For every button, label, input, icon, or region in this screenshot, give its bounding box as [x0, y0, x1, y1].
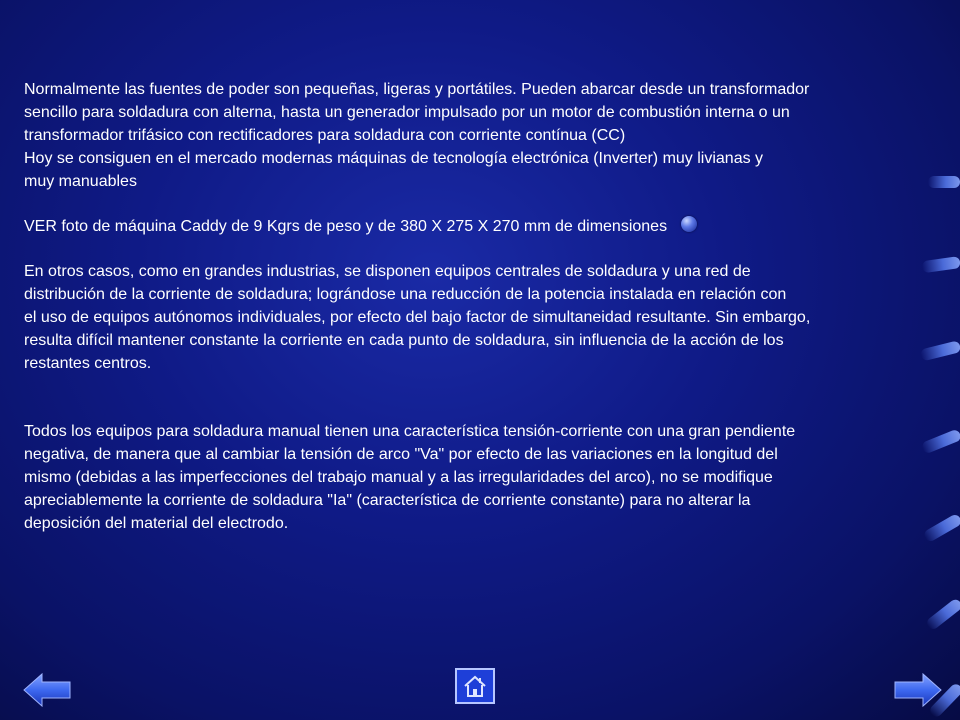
text-line: mismo (debidas a las imperfecciones del trabajo manual y a las irregularidades del arco), no se modifique: [24, 469, 773, 486]
text-line: Todos los equipos para soldadura manual tienen una característica tensión-corriente con una gran pendiente: [24, 423, 796, 440]
arrow-right-icon: [893, 670, 943, 710]
orb-link-icon[interactable]: [681, 216, 697, 232]
next-button[interactable]: [893, 670, 943, 710]
text-line: transformador trifásico con rectificadores para soldadura con corriente contínua (CC): [24, 127, 626, 144]
text-line: resulta difícil mantener constante la corriente en cada punto de soldadura, sin influencia de la acción de los: [24, 332, 784, 349]
photo-link[interactable]: VER foto de máquina Caddy de 9 Kgrs de peso y de 380 X 275 X 270 mm de dimensiones: [24, 218, 668, 235]
text-line: el uso de equipos autónomos individuales, por efecto del bajo factor de simultaneidad resultante. Sin embargo,: [24, 309, 811, 326]
photo-link-row: [24, 215, 944, 238]
text-line: distribución de la corriente de soldadura; lográndose una reducción de la potencia instalada en relación con: [24, 286, 787, 303]
slide-content: [24, 78, 944, 535]
text-line: deposición del material del electrodo.: [24, 515, 289, 532]
paragraph-central-equipment: [24, 260, 944, 375]
paragraph-power-sources: [24, 78, 944, 193]
home-button[interactable]: [455, 668, 495, 704]
text-line: restantes centros.: [24, 355, 152, 372]
text-line: sencillo para soldadura con alterna, hasta un generador impulsado por un motor de combustión interna o un: [24, 104, 790, 121]
home-icon: [457, 670, 493, 702]
text-line: En otros casos, como en grandes industrias, se disponen equipos centrales de soldadura y una red de: [24, 263, 751, 280]
paragraph-manual-welding: [24, 420, 944, 535]
arrow-left-icon: [22, 670, 72, 710]
text-line: apreciablemente la corriente de soldadura "Ia" (característica de corriente constante) para no alterar la: [24, 492, 751, 509]
prev-button[interactable]: [22, 670, 72, 710]
text-line: negativa, de manera que al cambiar la tensión de arco "Va" por efecto de las variaciones en la longitud del: [24, 446, 778, 463]
text-line: Normalmente las fuentes de poder son pequeñas, ligeras y portátiles. Pueden abarcar desde un transformador: [24, 81, 810, 98]
text-line: Hoy se consiguen en el mercado modernas máquinas de tecnología electrónica (Inverter) muy livianas y: [24, 150, 764, 167]
text-line: muy manuables: [24, 173, 137, 190]
